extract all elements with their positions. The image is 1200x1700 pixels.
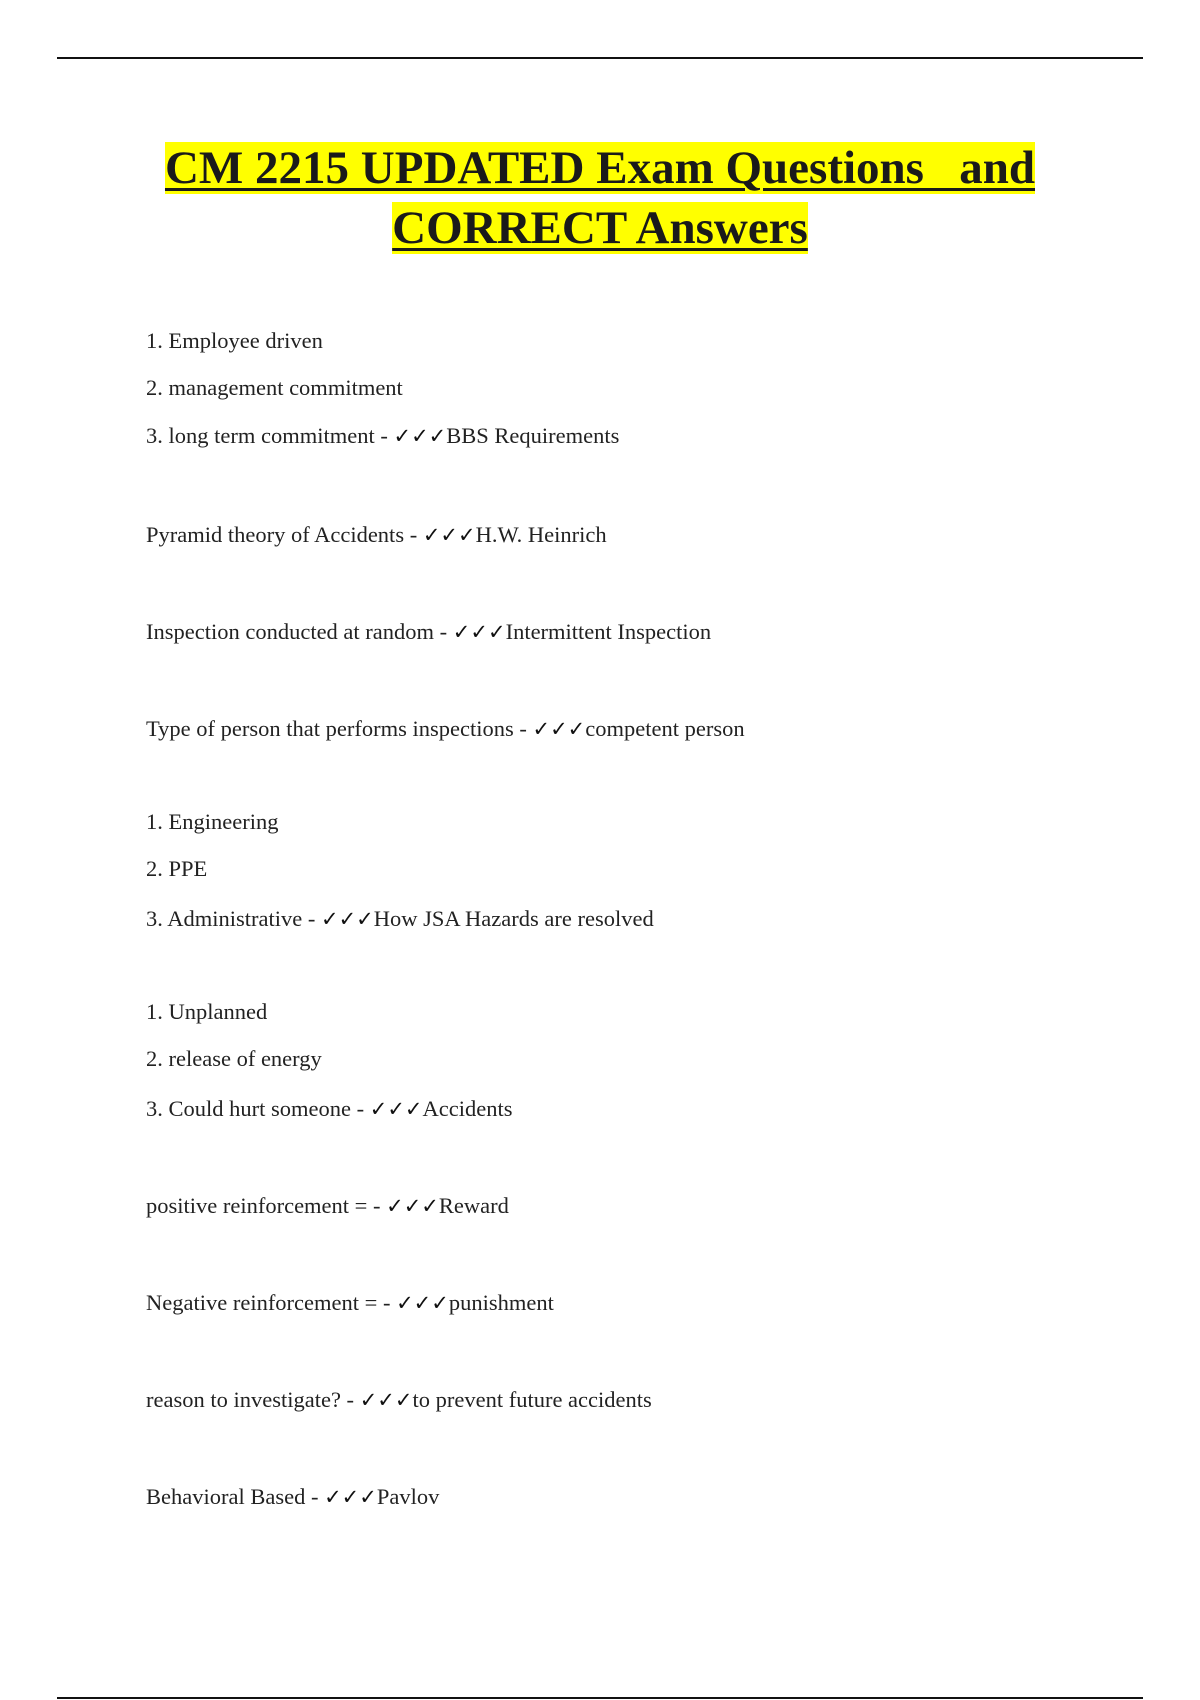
- question-text: 3. Administrative -: [146, 906, 321, 931]
- question-text: Negative reinforcement = -: [146, 1290, 397, 1315]
- answer-text: BBS Requirements: [446, 423, 620, 448]
- answer-text: Intermittent Inspection: [505, 619, 712, 644]
- answer-text: competent person: [585, 716, 745, 741]
- check-mark-icon: ✓✓✓: [532, 717, 586, 741]
- answer-text: Accidents: [422, 1096, 513, 1121]
- bottom-rule: [57, 1697, 1143, 1699]
- question-text: reason to investigate? -: [146, 1387, 360, 1412]
- check-mark-icon: ✓✓✓: [369, 1097, 423, 1121]
- question-text: Pyramid theory of Accidents -: [146, 522, 423, 547]
- question-text: 3. Could hurt someone -: [146, 1096, 370, 1121]
- qa-item: [146, 1288, 554, 1318]
- qa-item: [146, 1191, 509, 1221]
- qa-item: [146, 904, 654, 934]
- list-line: 1. Employee driven: [146, 328, 323, 353]
- title-line-2: CORRECT Answers: [392, 202, 808, 254]
- question-text: 3. long term commitment -: [146, 423, 394, 448]
- check-mark-icon: ✓✓✓: [386, 1194, 439, 1218]
- check-mark-icon: ✓✓✓: [324, 1485, 377, 1509]
- check-mark-icon: ✓✓✓: [320, 907, 374, 931]
- qa-item: [146, 1385, 652, 1415]
- check-mark-icon: ✓✓✓: [359, 1388, 413, 1412]
- list-line: 2. release of energy: [146, 1046, 322, 1071]
- check-mark-icon: ✓✓✓: [393, 424, 447, 448]
- answer-text: H.W. Heinrich: [475, 522, 607, 547]
- list-line: 1. Engineering: [146, 809, 279, 834]
- answer-text: to prevent future accidents: [412, 1387, 652, 1412]
- answer-text: punishment: [448, 1290, 554, 1315]
- document-title: [80, 138, 1120, 258]
- qa-item: [146, 617, 711, 647]
- list-line: 2. PPE: [146, 856, 208, 881]
- list-line: 2. management commitment: [146, 375, 403, 400]
- title-line-1: CM 2215 UPDATED Exam Questions and: [164, 142, 1035, 194]
- qa-item: [146, 421, 619, 451]
- qa-item: [146, 714, 745, 744]
- qa-item: [146, 520, 607, 550]
- check-mark-icon: ✓✓✓: [422, 523, 476, 547]
- question-text: positive reinforcement = -: [146, 1193, 387, 1218]
- list-line: 1. Unplanned: [146, 999, 268, 1024]
- question-text: Inspection conducted at random -: [146, 619, 453, 644]
- top-rule: [57, 57, 1143, 59]
- answer-text: Reward: [438, 1193, 509, 1218]
- question-text: Type of person that performs inspections -: [146, 716, 533, 741]
- answer-text: Pavlov: [376, 1484, 440, 1509]
- qa-item: [146, 1482, 439, 1512]
- check-mark-icon: ✓✓✓: [396, 1291, 449, 1315]
- qa-item: [146, 1094, 513, 1124]
- answer-text: How JSA Hazards are resolved: [373, 906, 654, 931]
- question-text: Behavioral Based -: [146, 1484, 325, 1509]
- check-mark-icon: ✓✓✓: [452, 620, 506, 644]
